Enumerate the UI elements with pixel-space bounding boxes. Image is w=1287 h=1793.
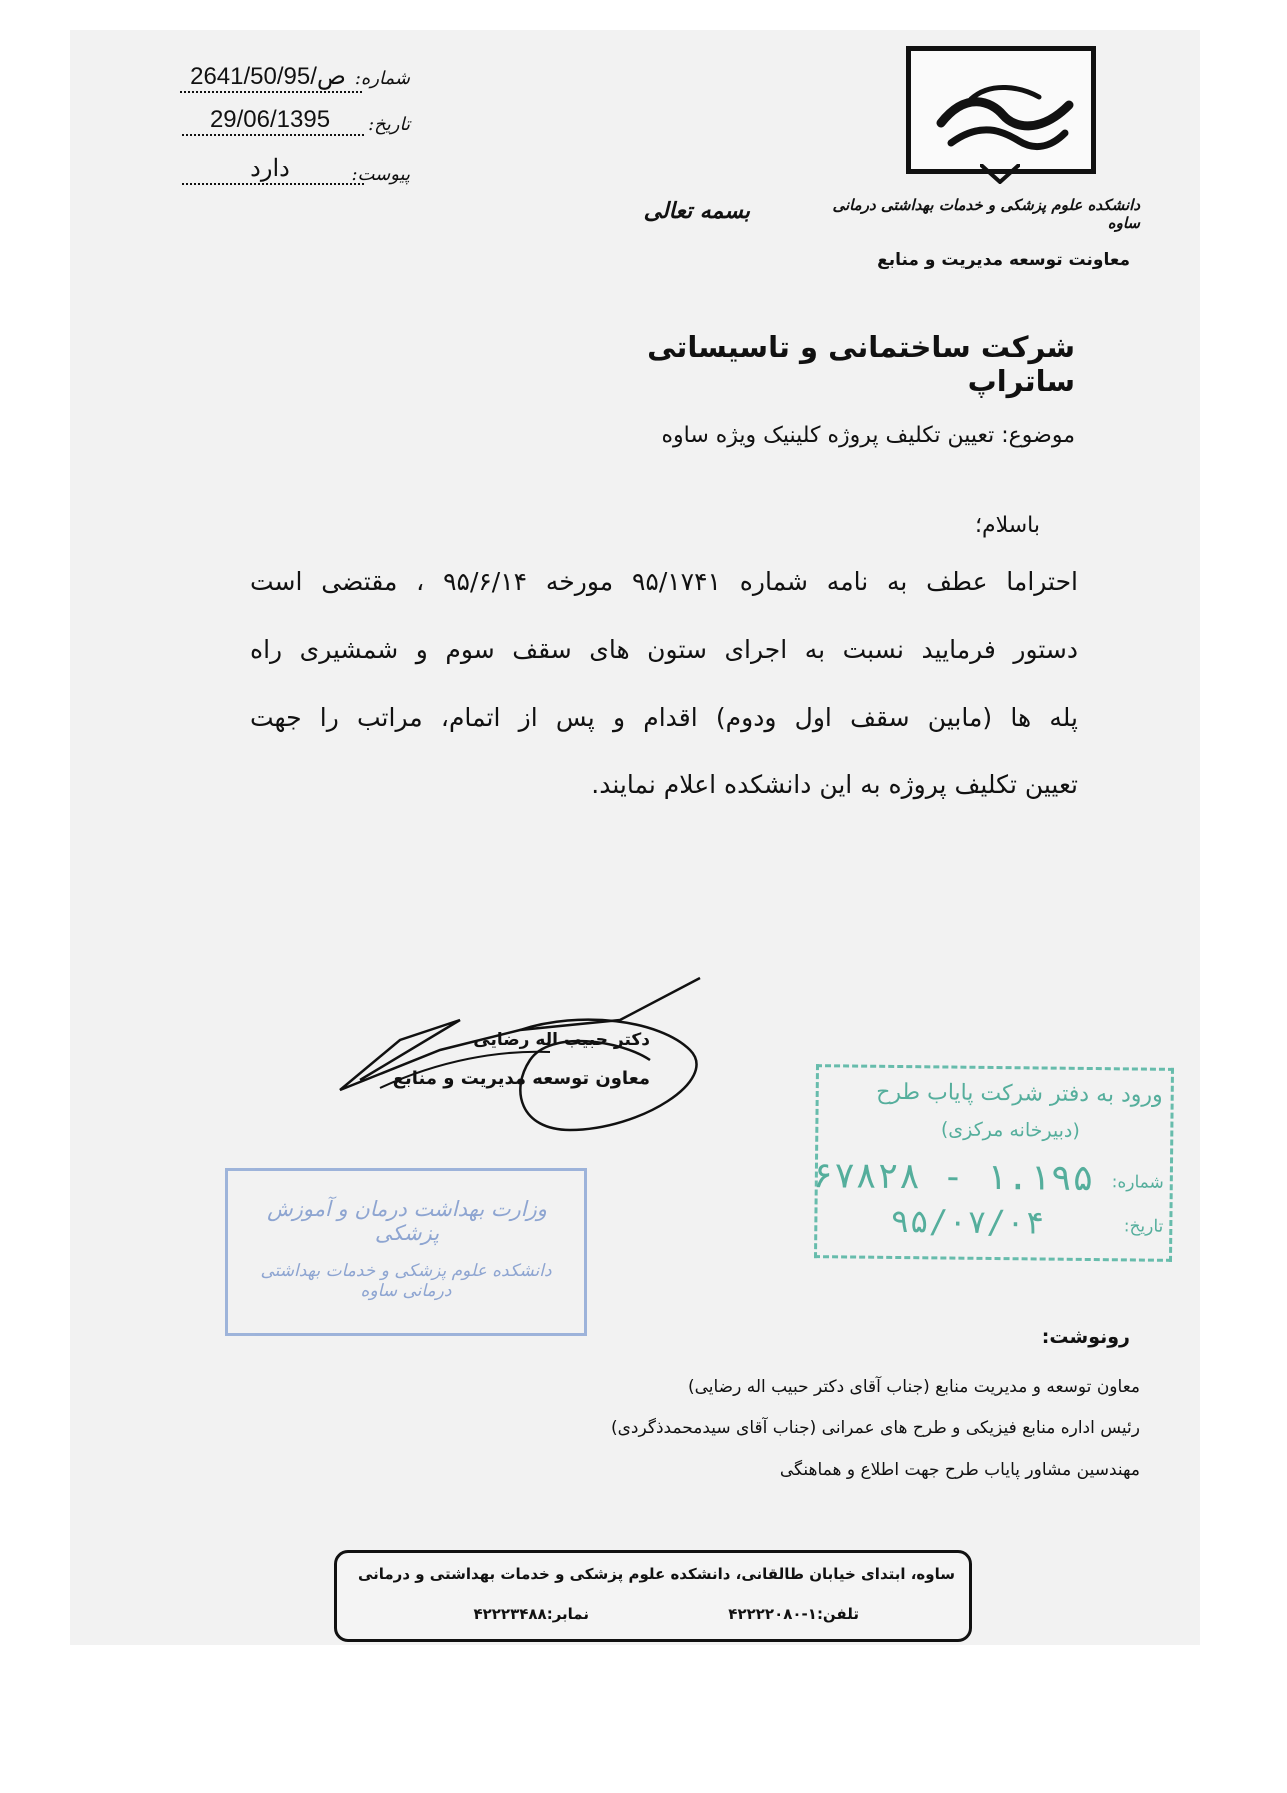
received-stamp [811, 1064, 1174, 1262]
received-stamp-line2: (دبیرخانه مرکزی) [940, 1118, 1080, 1142]
cc-title: رونوشت: [1041, 1326, 1130, 1348]
received-stamp-line1: ورود به دفتر شرکت پایاب طرح [876, 1079, 1163, 1108]
basmala: بسمه تعالی [643, 198, 750, 224]
ministry-stamp-line1: وزارت بهداشت درمان و آموزش پزشکی [267, 1197, 547, 1245]
body-line-3: پله ها (مابین سقف اول ودوم) اقدام و پس از اتمام، مراتب را جهت [250, 703, 1078, 732]
wave-logo-icon [911, 51, 1091, 169]
meta-number-value: 2641/50/ص/95 [180, 62, 362, 93]
meta-attachment-value: دارد [182, 154, 364, 185]
department-name: معاونت توسعه مدیریت و منابع [877, 250, 1130, 270]
body-line-1: احتراما عطف به نامه شماره ۹۵/۱۷۴۱ مورخه ۹۵/۶/۱۴ ، مقتضی است [250, 567, 1079, 596]
meta-number-label: شماره: [354, 68, 410, 89]
meta-attachment-label: پیوست: [351, 164, 410, 185]
letter-page [70, 30, 1200, 1645]
book-icon [980, 164, 1020, 184]
body-line-2: دستور فرمایید نسبت به اجرای ستون های سقف سوم و شمشیری راه [250, 635, 1078, 664]
ministry-stamp [225, 1168, 587, 1336]
received-stamp-number-label: شماره: [1111, 1172, 1164, 1193]
logo-book-base [980, 164, 1020, 184]
signature-title: معاون توسعه مدیریت و منابع [392, 1068, 650, 1089]
received-stamp-date-label: تاریخ: [1123, 1216, 1164, 1237]
footer-address: ساوه، ابتدای خیابان طالقانی، دانشکده علوم پزشکی و خدمات بهداشتی و درمانی [357, 1565, 955, 1583]
greeting: باسلام؛ [974, 513, 1040, 538]
handwritten-signature [320, 970, 720, 1170]
footer-fax: نمابر:۴۲۲۲۳۴۸۸ [473, 1605, 589, 1623]
cc-item-3: مهندسین مشاور پایاب طرح جهت اطلاع و هماهنگی [779, 1460, 1140, 1480]
body-line-4: تعیین تکلیف پروژه به این دانشکده اعلام نمایند. [591, 770, 1078, 799]
subject: موضوع: تعیین تکلیف پروژه کلینیک ویژه ساوه [661, 423, 1075, 448]
meta-number-row [170, 62, 410, 96]
meta-date-label: تاریخ: [368, 114, 410, 135]
ministry-stamp-line2: دانشکده علوم پزشکی و خدمات بهداشتی درمانی ساوه [260, 1261, 552, 1301]
meta-date-row [170, 106, 410, 140]
cc-item-1: معاون توسعه و مدیریت منابع (جناب آقای دکتر حبیب اله رضایی) [687, 1377, 1140, 1397]
cc-item-2: رئیس اداره منابع فیزیکی و طرح های عمرانی (جناب آقای سیدمحمدذگردی) [610, 1418, 1140, 1438]
footer-phone: تلفن:۱-۴۲۲۲۲۰۸۰ [728, 1605, 859, 1623]
meta-attachment-row [170, 154, 410, 190]
recipient: شرکت ساختمانی و تاسیساتی ساتراپ [647, 330, 1075, 398]
university-name: دانشکده علوم پزشکی و خدمات بهداشتی درمانی ساوه [832, 196, 1140, 232]
received-stamp-date-value: ۹۵/۰۷/۰۴ [890, 1201, 1045, 1242]
signature-name: دکتر حبیب اله رضایی [473, 1030, 650, 1050]
received-stamp-number-value: ۱.۱۹۵ - ۶۷۸۲۸ [811, 1155, 1095, 1200]
university-logo [906, 46, 1096, 174]
meta-date-value: 29/06/1395 [182, 106, 364, 136]
footer-contact-box [334, 1550, 972, 1642]
